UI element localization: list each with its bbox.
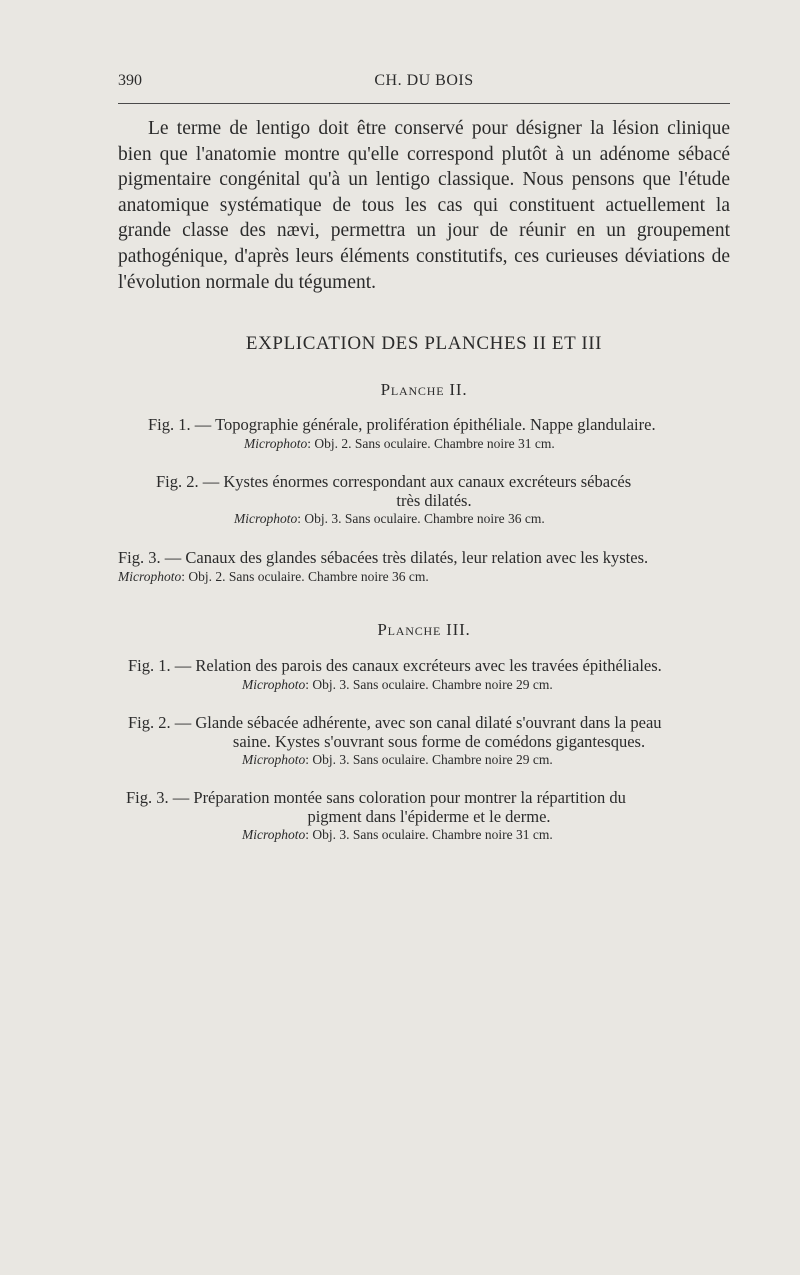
figure-caption [118, 548, 730, 586]
fig-text: Topographie générale, prolifération épithéliale. Nappe glandulaire. [215, 415, 656, 434]
fig-text: Glande sébacée adhérente, avec son canal dilaté s'ouvrant dans la peau [195, 713, 662, 732]
fig-text: Relation des parois des canaux excréteurs avec les travées épithéliales. [195, 656, 662, 675]
fig-text: Canaux des glandes sébacées très dilatés, leur relation avec les kystes. [185, 548, 649, 567]
figure-caption [118, 713, 730, 769]
figure-caption [118, 788, 730, 844]
fig-continuation: saine. Kystes s'ouvrant sous forme de comédons gigantesques. [232, 732, 646, 751]
plate-title-iii [118, 620, 730, 640]
fig-label: Fig. 3. [118, 548, 161, 567]
figure-caption [118, 656, 730, 694]
fig-dash: — [174, 713, 192, 732]
body-paragraph: Le terme de lentigo doit être conservé pour désigner la lésion clinique bien que l'anatomie montre qu'elle correspond plutôt à un adénome sébacé pigmentaire congénital qu'à un lentigo classique. Nous pensons que l'étude anatomique systématique de tous les cas qui constituent actuellement la grande classe des nævi, permettra un jour de réunir en un groupement pathogénique, d'après leurs éléments constitutifs, ces curieuses déviations de l'évolution normale du tégument. [118, 118, 730, 293]
fig-dash: — [174, 656, 192, 675]
micro-text: : Obj. 2. Sans oculaire. Chambre noire 36 cm. [181, 569, 429, 584]
micro-text: : Obj. 3. Sans oculaire. Chambre noire 31 cm. [305, 827, 553, 842]
fig-text: Préparation montée sans coloration pour montrer la répartition du [193, 788, 626, 807]
page-number: 390 [118, 72, 142, 89]
plate-number: II. [449, 380, 468, 399]
running-title: CH. DU BOIS [374, 72, 474, 89]
fig-label: Fig. 2. [156, 472, 199, 491]
micro-text: : Obj. 3. Sans oculaire. Chambre noire 29 cm. [305, 752, 553, 767]
micro-label: Microphoto [242, 752, 306, 767]
fig-continuation: pigment dans l'épiderme et le derme. [307, 807, 551, 826]
micro-label: Microphoto [242, 677, 306, 692]
plate-word: Planche [380, 380, 445, 399]
micro-label: Microphoto [242, 827, 306, 842]
micro-text: : Obj. 2. Sans oculaire. Chambre noire 31 cm. [307, 436, 555, 451]
header-rule [118, 103, 730, 104]
fig-dash: — [202, 472, 220, 491]
section-title: EXPLICATION DES PLANCHES II ET III [245, 333, 603, 354]
fig-label: Fig. 3. [126, 788, 169, 807]
fig-text: Kystes énormes correspondant aux canaux excréteurs sébacés [223, 472, 632, 491]
figure-caption [118, 415, 730, 453]
fig-label: Fig. 1. [128, 656, 171, 675]
micro-label: Microphoto [118, 569, 182, 584]
plate-word: Planche [377, 620, 442, 639]
fig-continuation: très dilatés. [396, 491, 472, 510]
fig-dash: — [164, 548, 182, 567]
fig-dash: — [172, 788, 190, 807]
micro-label: Microphoto [234, 511, 298, 526]
page-header [118, 72, 730, 94]
plate-title-ii [118, 380, 730, 400]
micro-label: Microphoto [244, 436, 308, 451]
plate-number: III. [446, 620, 471, 639]
fig-label: Fig. 2. [128, 713, 171, 732]
micro-text: : Obj. 3. Sans oculaire. Chambre noire 29 cm. [305, 677, 553, 692]
fig-dash: — [194, 415, 212, 434]
figure-caption [118, 472, 730, 528]
micro-text: : Obj. 3. Sans oculaire. Chambre noire 36 cm. [297, 511, 545, 526]
fig-label: Fig. 1. [148, 415, 191, 434]
